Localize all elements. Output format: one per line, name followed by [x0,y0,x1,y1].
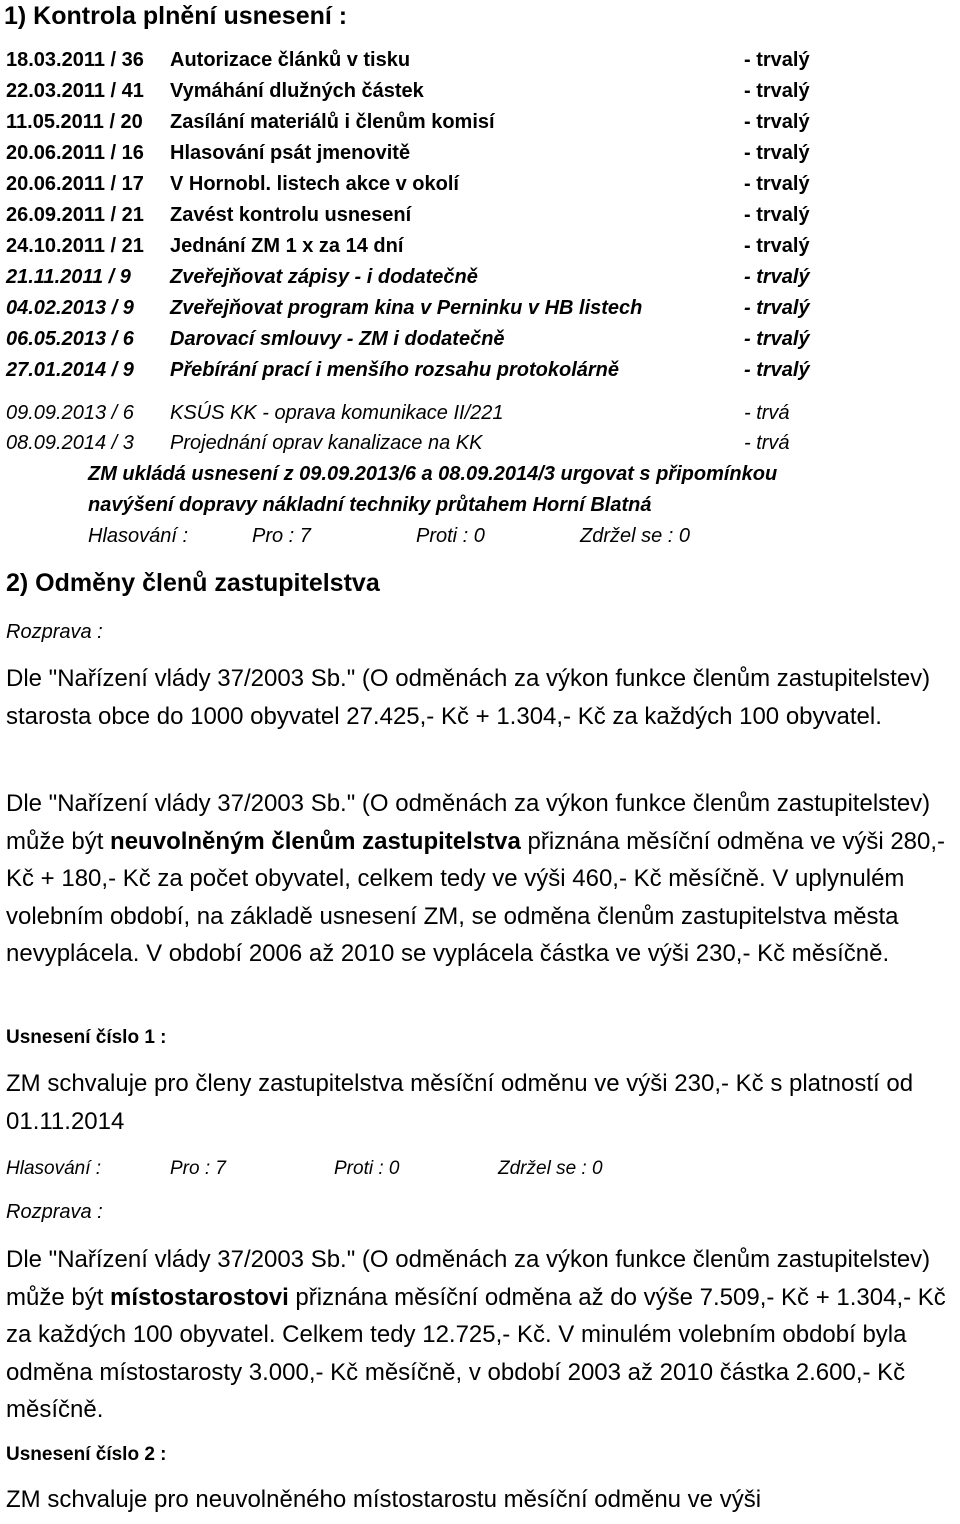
paragraph-3-text-cont: přiznána měsíční odměna až do výše 7.509,- Kč + 1.304,- Kč za každých 100 obyvatel. Celkem tedy 12.725,- Kč. V minulém volebním období byla odměna místostarosty 3.000,- Kč měsíčně, v období 2003 až 2010 částka 2.600,- Kč měsíčně. [6,1283,946,1423]
item-subject: V Hornobl. listech akce v okolí [170,173,459,195]
note-line-1: ZM ukládá usnesení z 09.09.2013/6 a 08.09.2014/3 urgovat s připomínkou [88,463,778,485]
item-subject: Zavést kontrolu usnesení [170,204,412,226]
item-subject: Darovací smlouvy - ZM i dodatečně [170,328,505,350]
note-line-2: navýšení dopravy nákladní techniky průtahem Horní Blatná [88,494,652,516]
vote-zdrzel: Zdržel se : 0 [580,525,691,547]
paragraph-3 [6,1241,951,1429]
resolution-2-label: Usnesení číslo 2 : [6,1444,167,1465]
vote-pro: Pro : 7 [170,1158,226,1179]
rozprava-label: Rozprava : [6,621,103,643]
item-subject: Autorizace článků v tisku [170,49,411,71]
item-status: - trvalý [744,49,810,71]
ongoing-subject: KSÚS KK - oprava komunikace II/221 [170,402,504,424]
section-2-title: 2) Odměny členů zastupitelstva [6,569,380,597]
ongoing-status: - trvá [744,432,790,454]
item-subject: Zveřejňovat zápisy - i dodatečně [170,266,478,288]
paragraph-2-text-cont: přiznána měsíční odměna ve výši 280,- Kč + 180,- Kč za počet obyvatel, celkem tedy ve výši 460,- Kč měsíčně. V uplynulém volebním období, na základě usnesení ZM, se odměna členům zastupitelstva města nevyplácela. V období 2006 až 2010 se vyplácela částka ve výši 230,- Kč měsíčně. [6,827,946,967]
resolution-1-label: Usnesení číslo 1 : [6,1027,167,1048]
item-subject: Zveřejňovat program kina v Perninku v HB listech [170,297,643,319]
item-ref: 24.10.2011 / 21 [6,235,144,257]
item-ref: 04.02.2013 / 9 [6,297,134,319]
vote-label: Hlasování : [6,1158,102,1179]
vote-zdrzel: Zdržel se : 0 [498,1158,603,1179]
item-subject: Hlasování psát jmenovitě [170,142,411,164]
item-ref: 26.09.2011 / 21 [6,204,144,226]
resolution-2-text: ZM schvaluje pro neuvolněného místostarostu měsíční odměnu ve výši [6,1486,762,1513]
item-subject: Přebírání prací i menšího rozsahu protokolárně [170,359,619,381]
item-ref: 06.05.2013 / 6 [6,328,134,350]
vote-proti: Proti : 0 [334,1158,400,1179]
item-status: - trvalý [744,266,810,288]
paragraph-1: Dle "Nařízení vlády 37/2003 Sb." (O odměnách za výkon funkce členům zastupitelstev) starosta obce do 1000 obyvatel 27.425,- Kč + 1.304,- Kč za každých 100 obyvatel. [6,665,931,730]
vote-proti: Proti : 0 [416,525,485,547]
item-status: - trvalý [744,111,810,133]
paragraph-2-emphasis: neuvolněným členům zastupitelstva [110,827,521,855]
item-subject: Jednání ZM 1 x za 14 dní [170,235,404,257]
item-ref: 11.05.2011 / 20 [6,111,143,133]
item-status: - trvalý [744,235,810,257]
section-1-title: 1) Kontrola plnění usnesení : [4,2,348,30]
item-subject: Zasílání materiálů i členům komisí [170,111,495,133]
item-subject: Vymáhání dlužných částek [170,80,424,102]
item-ref: 20.06.2011 / 17 [6,173,144,195]
item-status: - trvalý [744,142,810,164]
ongoing-ref: 08.09.2014 / 3 [6,432,134,454]
paragraph-3-emphasis: místostarostovi [110,1283,289,1311]
vote-label: Hlasování : [88,525,189,547]
paragraph-2 [6,785,951,973]
item-ref: 20.06.2011 / 16 [6,142,144,164]
item-ref: 18.03.2011 / 36 [6,49,144,71]
ongoing-status: - trvá [744,402,790,424]
item-ref: 27.01.2014 / 9 [6,359,134,381]
item-status: - trvalý [744,173,810,195]
ongoing-ref: 09.09.2013 / 6 [6,402,134,424]
item-status: - trvalý [744,80,810,102]
rozprava-label: Rozprava : [6,1201,103,1223]
vote-pro: Pro : 7 [252,525,311,547]
item-ref: 22.03.2011 / 41 [6,80,144,102]
item-status: - trvalý [744,359,810,381]
item-status: - trvalý [744,204,810,226]
item-ref: 21.11.2011 / 9 [6,266,131,288]
resolution-1-text: ZM schvaluje pro členy zastupitelstva měsíční odměnu ve výši 230,- Kč s platností od 01.11.2014 [6,1070,914,1135]
item-status: - trvalý [744,297,810,319]
paragraph-2-text: Dle "Nařízení vlády 37/2003 Sb." (O odměnách za výkon funkce členům zastupitelstev) může být [6,790,931,855]
item-status: - trvalý [744,328,810,350]
paragraph-3-text: Dle "Nařízení vlády 37/2003 Sb." (O odměnách za výkon funkce členům zastupitelstev) může být [6,1246,931,1311]
ongoing-subject: Projednání oprav kanalizace na KK [170,432,483,454]
